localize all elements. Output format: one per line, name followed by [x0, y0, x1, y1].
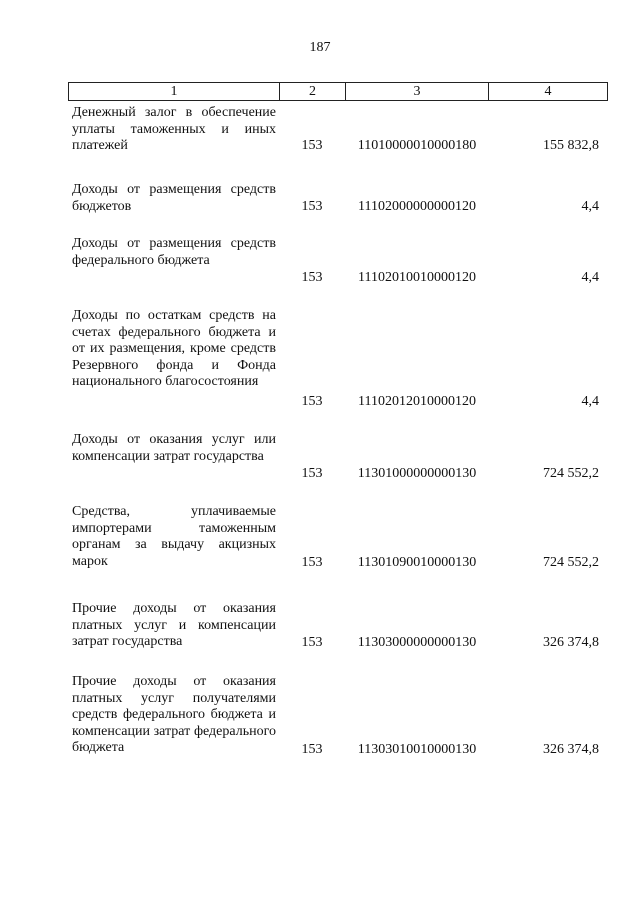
row-amount: 326 374,8	[543, 742, 599, 757]
row-kbk: 11303000000000130	[357, 635, 477, 650]
row-kbk: 11010000010000180	[357, 138, 477, 153]
row-name: Доходы от размещения средств бюджетов	[72, 182, 276, 214]
header-col-2: 2	[280, 83, 346, 100]
header-col-1: 1	[69, 83, 280, 100]
row-code: 153	[301, 555, 323, 570]
row-amount: 724 552,2	[543, 555, 599, 570]
row-code: 153	[301, 635, 323, 650]
header-col-4: 4	[544, 84, 552, 99]
row-kbk: 11301090010000130	[357, 555, 477, 570]
row-name: Средства, уплачиваемые импортерами таможенным органам за выдачу акцизных марок	[72, 504, 276, 569]
header-col-3: 3	[346, 83, 489, 100]
row-name: Доходы от оказания услуг или компенсации затрат государства	[72, 432, 276, 464]
row-kbk: 11102010010000120	[358, 270, 476, 285]
row-kbk: 11301000000000130	[357, 466, 477, 481]
row-kbk: 11303010010000130	[357, 742, 477, 757]
row-amount: 724 552,2	[543, 466, 599, 481]
row-amount: 4,4	[581, 270, 599, 285]
row-name: Доходы по остаткам средств на счетах федерального бюджета и от их размещения, кроме средств Резервного фонда и Фонда национального благосостояния	[72, 308, 276, 389]
row-kbk: 11102012010000120	[358, 394, 476, 409]
table-header	[68, 82, 608, 101]
row-code: 153	[301, 270, 323, 285]
row-amount: 155 832,8	[543, 138, 599, 153]
row-code: 153	[301, 199, 323, 214]
row-kbk: 11102000000000120	[358, 199, 476, 214]
row-code: 153	[301, 466, 323, 481]
row-code: 153	[301, 742, 323, 757]
row-code: 153	[301, 138, 323, 153]
row-amount: 4,4	[581, 199, 599, 214]
row-code: 153	[301, 394, 323, 409]
row-amount: 326 374,8	[543, 635, 599, 650]
row-amount: 4,4	[581, 394, 599, 409]
row-name: Прочие доходы от оказания платных услуг и компенсации затрат государства	[72, 601, 276, 649]
row-name: Прочие доходы от оказания платных услуг получателями средств федерального бюджета и компенсации затрат федерального бюджета	[72, 674, 276, 755]
row-name: Денежный залог в обеспечение уплаты таможенных и иных платежей	[72, 105, 276, 153]
row-name: Доходы от размещения средств федерального бюджета	[72, 236, 276, 268]
page-number: 187	[309, 40, 331, 55]
